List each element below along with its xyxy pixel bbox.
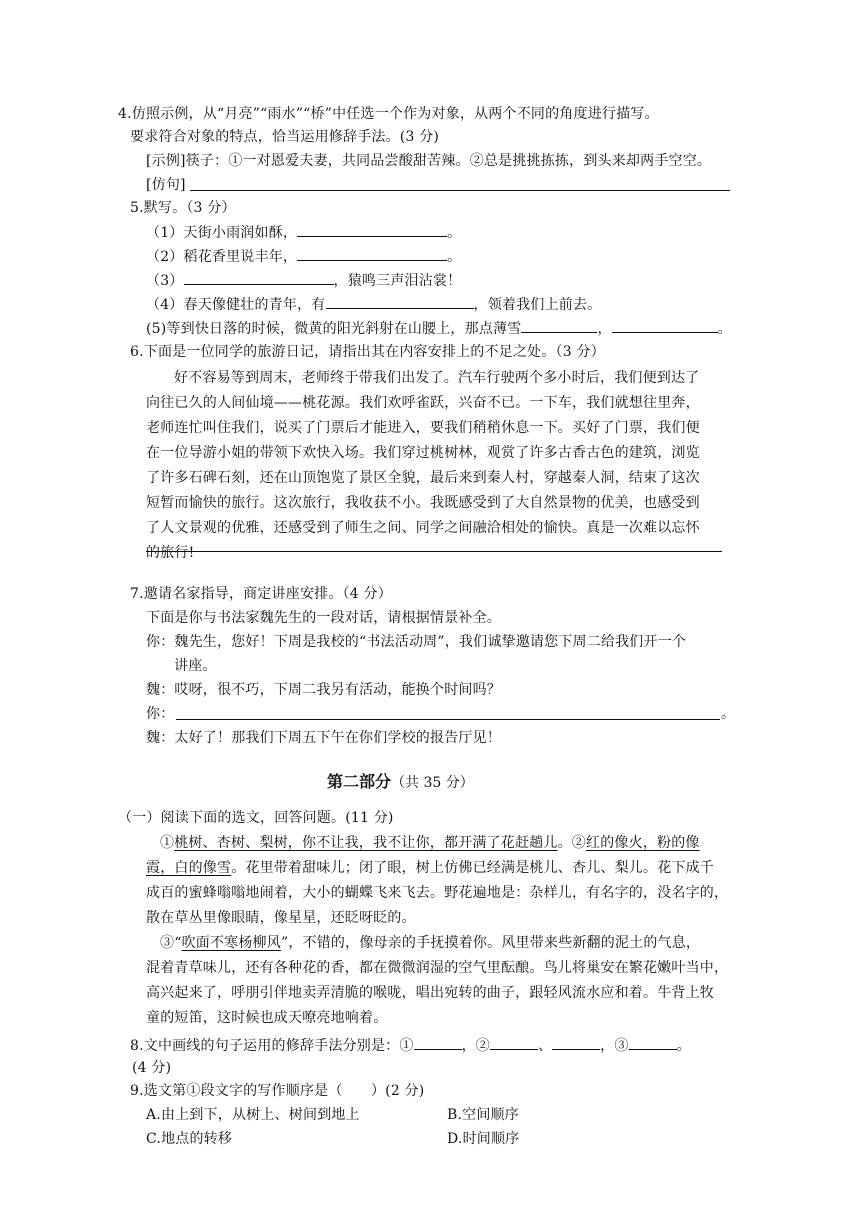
q6-diary-line: 向往已久的人间仙境——桃花源。我们欢呼雀跃，兴奋不已。一下车，我们就想往里奔， [146,395,700,411]
q6-diary-line: 在一位导游小姐的带领下欢快入场。我们穿过桃树林，观赏了许多古香古色的建筑，浏览 [146,445,700,461]
q9-option-a[interactable]: A.由上到下，从树上、树间到地上 [146,1107,360,1123]
q5-item1-text: （1）天街小雨润如酥， [146,225,298,241]
q8-score: (4 分) [132,1060,172,1076]
q6-diary-line: 老师连忙叫住我们，说买了门票后才能进入，要我们稍稍休息一下。买好了门票，我们便 [146,420,700,436]
q7-you-line1: 你：魏先生，您好！下周是我校的“书法活动周”，我们诚挚邀请您下周二给我们开一个 [146,634,687,650]
q4-answer-line[interactable] [190,190,730,191]
q5-blank1[interactable] [297,222,447,237]
q5-item5-comma: ， [597,321,612,337]
reading-p1-num: ① [160,835,175,851]
underlined-sentence-2b: 霞，白的像雪 [146,860,232,876]
q8-text-d: ，③ [600,1038,629,1054]
part2-score: （共 35 分） [391,775,474,791]
q8-text-a: 8.文中画线的句子运用的修辞手法分别是：① [130,1038,414,1054]
reading-p3-line1-rest: ”，不错的，像母亲的手抚摸着你。风里带来些新翻的泥土的气息， [280,935,701,951]
q5-item1-end: 。 [447,225,462,241]
q5-item3-prefix: （3） [146,273,184,289]
reading-p3-line3: 高兴起来了，呼朋引伴地卖弄清脆的喉咙，唱出宛转的曲子，跟轻风流水应和着。牛背上牧 [146,985,714,1001]
reading-p1-mid: 。② [557,835,587,851]
reading-p1-line4: 散在草丛里像眼睛，像星星，还眨呀眨的。 [146,910,416,926]
reading-p1-line1 [160,833,700,853]
q7-wei-line1: 魏：哎呀，很不巧，下周二我另有活动，能换个时间吗？ [146,682,501,698]
reading-p1-line3: 成百的蜜蜂嗡嗡地闹着，大小的蝴蝶飞来飞去。野花遍地是：杂样儿，有名字的，没名字的， [146,885,729,901]
q5-item5-text: (5)等到快日落的时候，微黄的阳光斜射在山腰上，那点薄雪 [146,321,522,337]
q5-item5 [146,318,732,339]
q7-answer-line[interactable] [176,719,720,720]
q5-title: 5.默写。（3 分） [130,200,236,216]
q5-item4-prefix: （4）春天像健壮的青年，有 [146,297,326,313]
q9-option-d[interactable]: D.时间顺序 [447,1131,520,1147]
q5-item2 [146,246,461,267]
q8-text-e: 。 [676,1038,691,1054]
reading-p3-line1 [160,933,700,953]
reading-p1-line2-rest: 。花里带着甜味儿；闭了眼，树上仿佛已经满是桃儿、杏儿、梨儿。花下成千 [231,860,715,876]
q6-diary-line: 了许多石碑石刻，还在山顶饱览了景区全貌，最后来到秦人村，穿越秦人洞，结束了这次 [146,470,700,486]
q6-diary-line: 的旅行! [146,545,195,561]
q5-item2-end: 。 [447,249,462,265]
q6-diary-line: 好不容易等到周末，老师终于带我们出发了。汽车行驶两个多小时后，我们便到达了 [174,370,700,386]
q4-line2: 要求符合对象的特点，恰当运用修辞手法。(3 分) [130,129,440,145]
q5-item3 [146,270,461,291]
q7-you-line1-cont: 讲座。 [174,658,217,674]
q5-item1 [146,222,461,243]
part2-title [327,771,474,794]
q4-example: [示例]筷子：①一对恩爱夫妻，共同品尝酸甜苦辣。②总是挑挑拣拣，到头来却两手空空。 [146,153,712,169]
reading-heading: （一）阅读下面的选文，回答问题。(11 分) [118,810,394,826]
q8-blank1[interactable] [414,1035,462,1050]
underlined-sentence-1: 桃树、杏树、梨树，你不让我，我不让你，都开满了花赶趟儿 [174,835,558,851]
q5-item2-text: （2）稻花香里说丰年， [146,249,298,265]
q8-text-c: 、 [537,1038,553,1054]
q6-title: 6.下面是一位同学的旅游日记，请指出其在内容安排上的不足之处。（3 分） [130,344,605,360]
q7-you-line2-end: 。 [721,706,736,722]
underlined-sentence-3: 吹面不寒杨柳风 [181,935,281,951]
underlined-sentence-2a: 红的像火，粉的像 [586,835,700,851]
q8-blank4[interactable] [629,1035,677,1050]
reading-p3-line4: 童的短笛，这时候也成天嘹亮地响着。 [146,1010,388,1026]
reading-p1-line2 [146,858,714,878]
q6-diary-line: 了人文景观的优雅，还感受到了师生之间、同学之间融洽相处的愉快。真是一次难以忘怀 [146,520,700,536]
q5-blank5a[interactable] [521,318,597,333]
q9-title: 9.选文第①段文字的写作顺序是（ ）(2 分) [130,1083,425,1099]
q5-item4-suffix: ，领着我们上前去。 [473,297,602,313]
q5-item3-suffix: ，猿鸣三声泪沾裳！ [333,273,462,289]
reading-p3-num: ③“ [160,935,182,951]
q6-answer-line[interactable] [146,551,722,552]
q5-blank3[interactable] [184,270,334,285]
q7-wei-line2: 魏：太好了！那我们下周五下午在你们学校的报告厅见！ [146,730,501,746]
q8-line [130,1035,691,1056]
q5-item4 [146,294,601,315]
q5-blank5b[interactable] [612,318,718,333]
q8-blank2[interactable] [490,1035,538,1050]
q6-diary-line: 短暂而愉快的旅行。这次旅行，我收获不小。我既感受到了大自然景物的优美，也感受到 [146,495,700,511]
part2-title-text: 第二部分 [327,772,392,791]
q8-blank3[interactable] [552,1035,600,1050]
reading-p3-line2: 混着青草味儿，还有各种花的香，都在微微润湿的空气里酝酿。鸟儿将巢安在繁花嫩叶当中， [146,960,729,976]
q7-intro: 下面是你与书法家魏先生的一段对话，请根据情景补全。 [146,610,501,626]
q8-text-b: ，② [461,1038,490,1054]
q5-item5-end: 。 [717,321,732,337]
q9-option-c[interactable]: C.地点的转移 [146,1131,233,1147]
q5-blank2[interactable] [297,246,447,261]
q7-title: 7.邀请名家指导，商定讲座安排。（4 分） [130,586,392,602]
q7-you-line2: 你： [146,706,175,722]
q5-blank4[interactable] [326,294,474,309]
q4-imitate-label: [仿句] [146,177,186,193]
q9-option-b[interactable]: B.空间顺序 [447,1107,519,1123]
q4-line1: 4.仿照示例，从“月亮”“雨水”“桥”中任选一个作为对象，从两个不同的角度进行描写。 [118,106,659,122]
